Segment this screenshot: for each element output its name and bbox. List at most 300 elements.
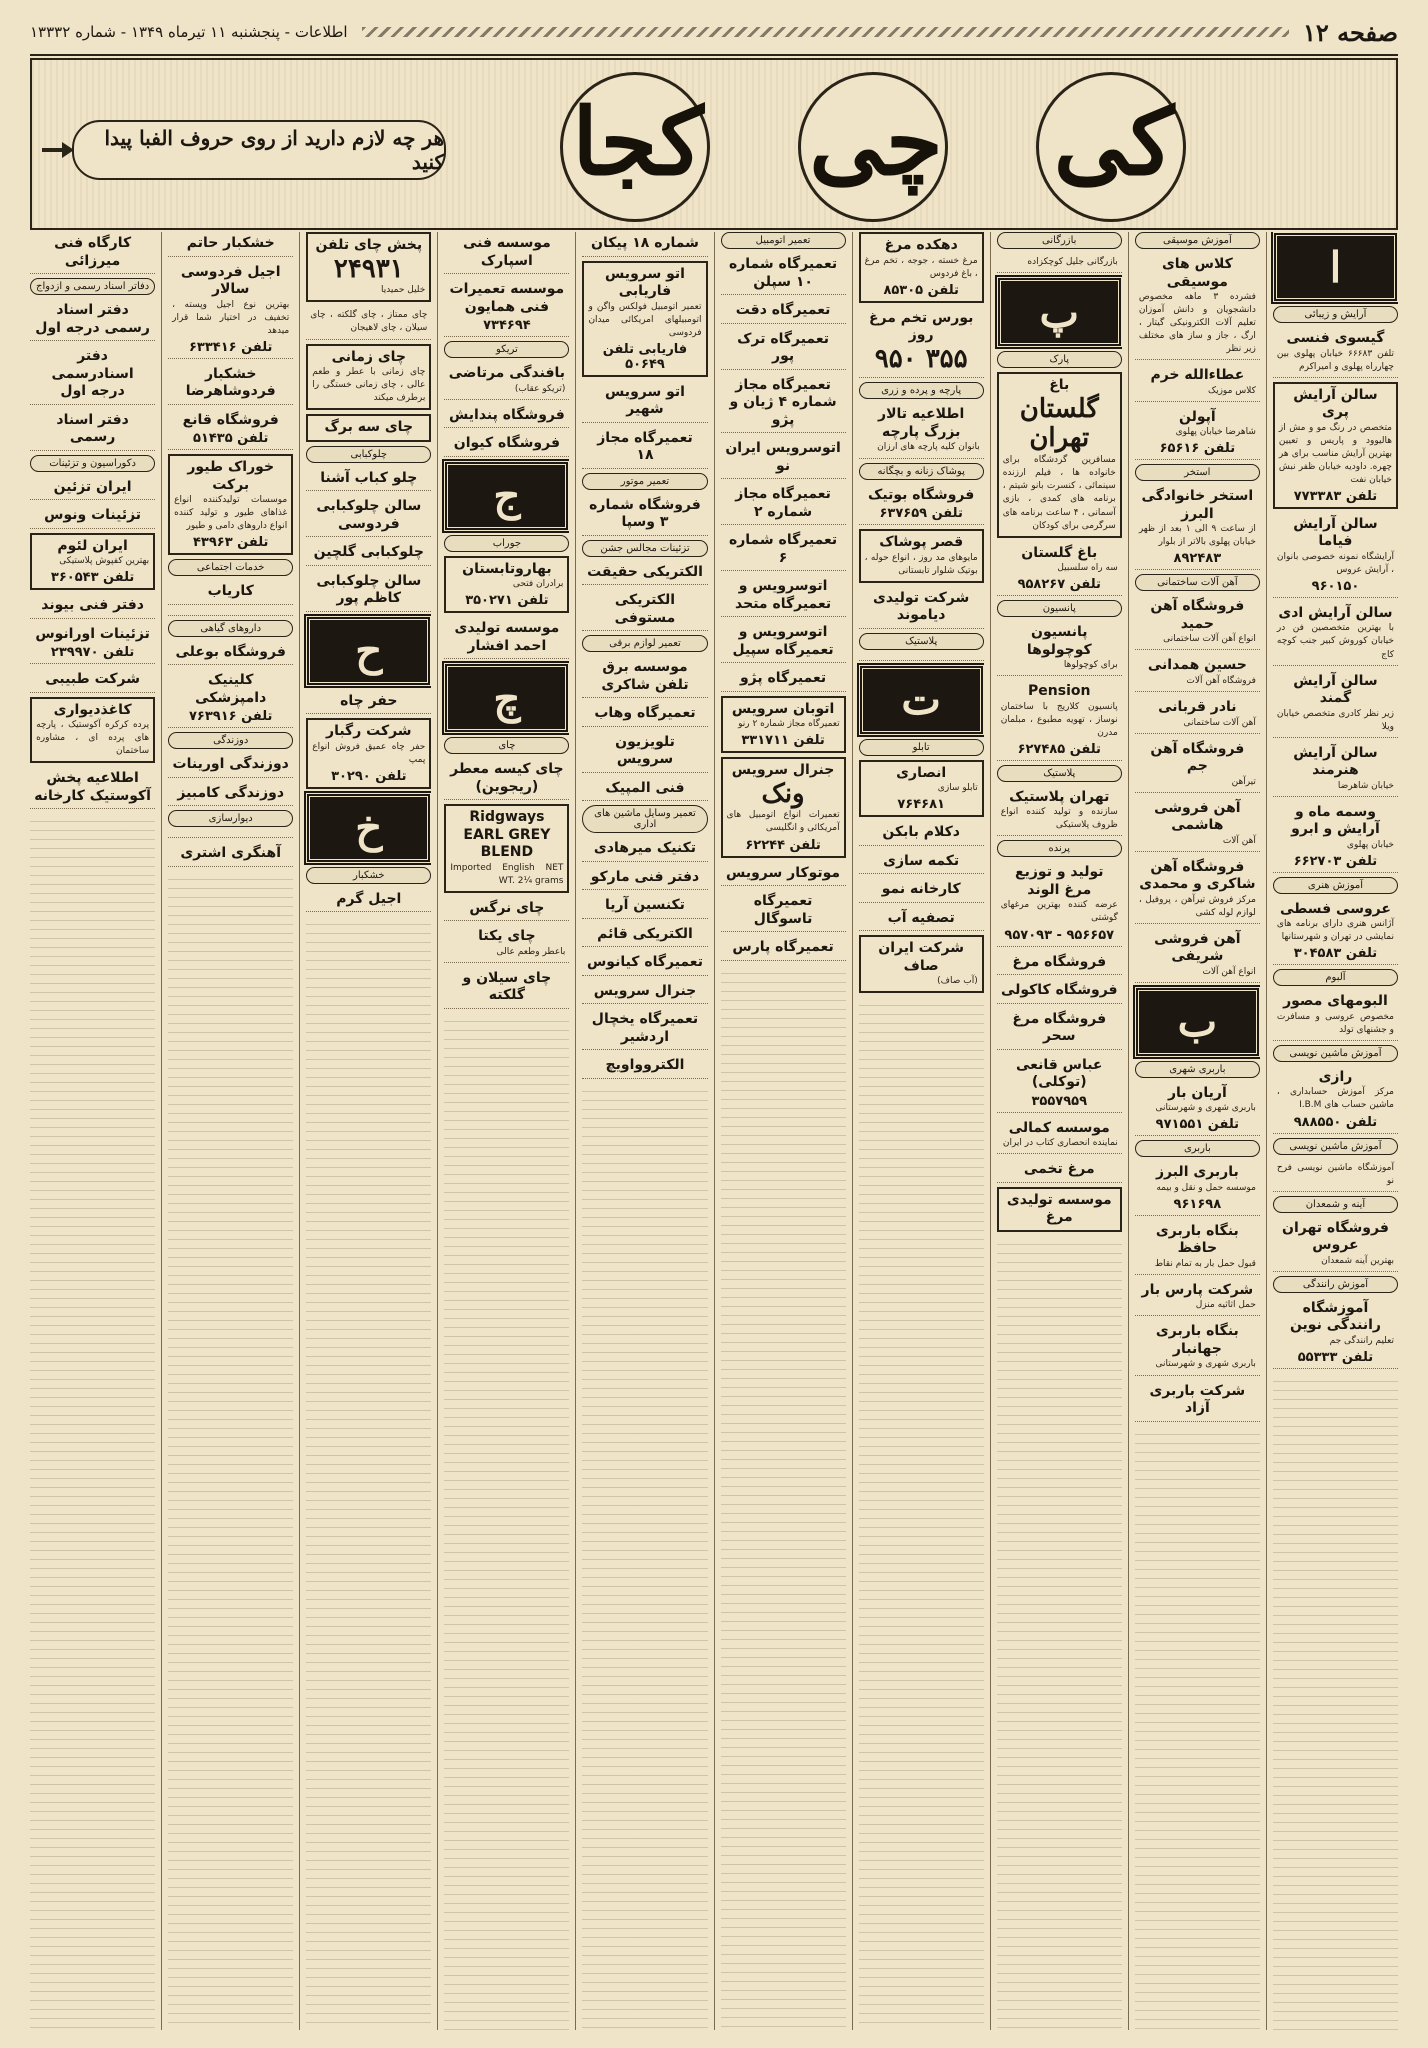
classified-ad [30,232,155,274]
ad-title: فروشگاه کاکولی [1000,982,1118,999]
classified-ad [30,668,155,693]
ad-title: موسسه تولیدی مرغ [1006,1191,1112,1226]
ad-title: تعمیرگاه شماره ۱۰ سپلن [728,256,838,290]
fine-print-filler [30,813,155,2030]
ad-body: حفر چاه عمیق فروش انواع پمپ [312,741,426,765]
classified-ad [582,261,707,377]
ad-title: اتوبان سرویس [731,700,835,717]
ad-title: گیسوی فنسی [1286,330,1385,346]
classified-ad [30,697,155,764]
alphabet-letter-block: ب [1135,987,1260,1057]
ad-latin-text: EARL GREY BLEND [463,826,551,861]
ad-body: باربری شهری و شهرستانی [1155,1103,1256,1114]
ad-title: عباس قانعی (توکلی) [1016,1056,1103,1091]
ad-title: کلینیک دامپزشکی [195,672,267,706]
ad-title: باغ گلستان [1021,544,1098,561]
classified-ad [168,261,293,359]
fine-print-filler [859,997,984,2030]
classified-ad [1135,1320,1260,1375]
classified-ad [1273,327,1398,378]
ad-title: فروشگاه مرغ [1012,953,1107,970]
classified-ad [444,897,569,922]
ad-title: چای سیلان و گلکته [462,969,552,1004]
ad-title: سالن چلوکبابی فردوسی [316,498,422,532]
ad-body: خلیل حمیدیا [380,285,426,296]
category-header: آموزش ماشین نویسی [1273,1045,1398,1062]
ad-title: پانسیون کوچولوها [1026,624,1092,658]
ad-title: فروشگاه قانع [182,411,279,428]
ad-phone: تلفن ۲۳۹۹۷۰ [50,645,135,661]
category-header: تابلو [859,739,984,756]
category-header: آرایش و زیبائی [1273,306,1398,323]
classified-ad [30,299,155,341]
classified-ad [168,609,293,616]
ad-title: تعمیرگاه مجاز شماره ۴ ژیان و پژو [729,376,837,428]
classified-ad [582,837,707,862]
ad-body: پانسیون کلاریج با ساختمان نوساز ، تهویه مطبوع ، مبلمان مدرن [1000,701,1118,738]
ad-body: برادران فتحی [512,579,564,590]
ad-body: مایوهای مد روز ، انواع حوله ، بوتیک شلوار تابستانی [864,552,978,576]
ad-title: شماره ۱۸ پیکان [591,235,699,251]
ad-body: چای زمانی با عطر و طعم عالی ، چای زمانی خستگی را برطرف میکند [312,367,426,404]
classified-ad [1273,1217,1398,1272]
classified-ad [582,951,707,976]
ad-body: خیابان پهلوی [1346,839,1394,850]
ad-title: چلوکبابی گلچین [313,544,424,561]
ad-title: قصر پوشاک [879,534,964,551]
classified-ad [997,979,1122,1004]
ad-title: فروشگاه بوتیک [868,486,975,503]
classified-ad [1135,253,1260,360]
ad-phone: تلفن ۳۶۰۵۴۳ [50,570,135,586]
ad-phone: تلفن ۹۷۱۵۵۱ [1155,1117,1240,1133]
classified-ad [1273,670,1398,738]
ad-title: فروشگاه آهن حمید [1150,598,1245,632]
category-header: آموزش رانندگی [1273,1276,1398,1293]
ad-body: مرکز فروش تیرآهن ، پروفیل ، لوازم لوله کشی [1138,894,1256,918]
ad-title: دفتر اسناد رسمی درجه اول [35,302,150,336]
ad-body: عرضه کننده بهترین مرغهای گوشتی [1000,900,1118,924]
category-header: تزئینات مجالس جشن [582,540,707,557]
category-header: خشکبار [306,867,431,884]
ad-title: وسمه ماه و آرایش و ابرو [1291,803,1380,838]
category-header: تریکو [444,341,569,358]
ad-title: موتوکار سرویس [726,864,841,881]
classified-ad [859,529,984,583]
classified-ad [30,476,155,501]
category-header: تعمیر موتور [582,473,707,490]
ad-title: تعمیرگاه پارس [732,939,834,956]
ad-title: پخش چای تلفن [315,237,423,253]
classified-ad [1135,1220,1260,1275]
masthead-slogan: هر چه لازم دارید از روی حروف الفبا پیدا کنید [72,120,446,180]
ad-title: موسسه کمالی [1008,1119,1110,1136]
classified-ad [1135,654,1260,692]
fine-print-filler [444,1013,569,2030]
ad-title: کارگاه فنی میرزائی [54,235,132,269]
title-word: کی [1053,88,1175,196]
classified-ad [582,731,707,773]
ad-title: حسین همدانی [1147,657,1247,674]
classified-ad [721,757,846,857]
classified-ad [168,842,293,867]
classified-ad [721,299,846,324]
ad-title: فروشگاه کیوان [453,435,561,452]
ad-title: اتوسرویس و تعمیرگاه متحد [735,578,832,612]
ad-phone: تلفن ۶۶۲۷۰۳ [1293,853,1378,869]
classified-ad [997,1158,1122,1183]
classified-ad [997,861,1122,946]
ad-title: تولید و توزیع مرغ الوند [1015,864,1104,898]
ad-title: دفتر اسناد رسمی [56,411,129,445]
ad-title: آهن فروشی هاشمی [1154,799,1241,834]
ad-body: پرده کرکره آکوستیک ، پارچه های پرده ای ، مشاوره ساختمان [36,720,150,757]
classified-ad [1135,595,1260,650]
classified-ad [168,782,293,807]
alphabet-letter-block: ج [444,461,569,531]
ad-title: آموزشگاه رانندگی نوین [1289,1299,1381,1334]
ad-title: تعمیرگاه مجاز ۱۸ [597,429,693,464]
classified-column [1266,232,1398,2030]
classified-ad [30,533,155,591]
ad-body: سازنده و تولید کننده انواع ظروف پلاستیکی [1000,807,1118,831]
classified-ad [859,484,984,526]
ad-phone: تلفن ۸۵۳۰۵ [883,282,959,298]
classified-ad [306,888,431,913]
ad-body: بهترین کفپوش پلاستیکی [59,556,150,566]
ad-title: تعمیرگاه شماره ۶ [728,532,838,566]
ad-phone: تلفن ۹۵۸۲۶۷ [1017,577,1101,593]
folio-bar [30,10,1398,56]
classified-ad [721,667,846,692]
title-word: کجا [572,88,704,196]
ad-phone: تلفن ۶۲۲۴۴ [745,837,821,853]
ad-title: تعمیرگاه تاسوگال [753,893,813,927]
category-header: پانسیون [997,600,1122,617]
category-header: جوراب [444,535,569,552]
ad-body: زیر نظر کادری متخصص خیابان ویلا [1276,708,1394,732]
ad-title: تلویزیون سرویس [615,733,675,768]
category-header: پرنده [997,840,1122,857]
classified-column [575,232,707,2030]
ad-body: سه راه سلسبیل [1057,563,1118,574]
category-header: چای [444,737,569,754]
ad-body: انواع آهن آلات [1202,966,1256,977]
ad-title: موسسه برق تلفن شاکری [601,659,689,693]
category-header: پوشاک زنانه و بچگانه [859,463,984,480]
ad-title: تصفیه آب [887,909,955,926]
category-header: پلاستیک [859,633,984,650]
ad-title: فروشگاه آهن شاکری و محمدی [1139,858,1256,893]
ad-phone: تلفن ۷۶۳۹۱۶ [189,709,273,725]
ad-title: تکمه سازی [883,852,960,869]
classified-ad [1135,1082,1260,1137]
classified-ad [306,467,431,492]
ad-title: اجیل فردوسی سالار [180,263,281,297]
ad-title: آریان بار [1167,1084,1227,1101]
ad-title: الکتریکی مستوفی [614,592,676,626]
ad-title: شرکت پارس بار [1141,1281,1254,1298]
classified-ad [306,495,431,537]
category-header: پلاستیک [997,765,1122,782]
fine-print-filler [1273,1373,1398,2030]
classified-ad [168,669,293,728]
ad-title: فروشگاه مرغ سحر [1012,1010,1107,1045]
fine-print-filler [721,965,846,2030]
classified-ad [859,403,984,458]
ad-phone: ۷۳۴۶۹۴ [483,318,531,333]
ad-body: آهن آلات [1222,835,1256,846]
ad-title: اتو سرویس فاریابی [605,265,685,299]
category-header: باربری [1135,1140,1260,1157]
classified-ad [168,831,293,838]
ad-title: اتو سرویس شهیر [605,383,685,418]
classified-ad [997,1008,1122,1050]
classified-ad [1273,742,1398,797]
classified-ad [30,409,155,451]
category-header: داروهای گیاهی [168,620,293,637]
ad-title: شرکت رگبار [326,723,412,740]
classified-ad [1273,1159,1398,1192]
ad-body: چای ممتاز ، چای گلکته ، چای سیلان ، چای لاهیجان [310,310,428,334]
ad-title: تهران پلاستیک [1009,788,1110,805]
ad-title: حفر چاه [340,692,398,709]
ad-title: کارخانه نمو [881,881,961,898]
ad-headline: ۳۵۵ ۹۵۰ [874,343,968,374]
fine-print-filler [582,1083,707,2030]
ad-title: عطاءالله خرم [1150,367,1245,384]
ad-phone: تلفن ۴۳۹۶۳ [192,535,269,551]
ad-title: Ridgways [469,809,545,826]
classified-ad [1273,513,1398,598]
classified-ad [582,894,707,919]
ad-phone: تلفن ۵۵۳۳۳ [1297,1349,1374,1365]
ad-title: بافندگی مرتاضی [448,365,566,381]
ad-title: سالن آرایش گمند [1293,672,1378,707]
classified-ad [997,621,1122,676]
ad-title: تعمیرگاه دقت [735,302,831,318]
classified-ad [721,936,846,961]
ad-phone: ۹۶۱۶۹۸ [1173,1196,1222,1212]
ad-title: جنرال سرویس [593,982,697,999]
classified-ad [582,381,707,423]
classified-ad [721,374,846,434]
ad-title: کاغذدیواری [53,701,132,718]
ad-body: فشرده ۳ ماهه مخصوص دانشجویان و دانش آموزان تعلیم آلات الکترونیکی گیتار ، ارگ ، جاز و ساز های مختلف زیر نظر [1138,292,1256,355]
classified-ad [997,786,1122,837]
ad-title: خشکبار فردوشاهرضا [185,365,276,400]
edition-line: اطلاعات - پنجشنبه ۱۱ تیرماه ۱۳۴۹ - شماره ۱۳۳۳۲ [30,23,348,41]
classified-ad [859,307,984,379]
classified-ad [1135,1279,1260,1317]
ad-body: تلفن ۶۶۶۸۳ خیابان پهلوی بین چهارراه پهلوی و امیراکرم [1276,348,1394,372]
ad-body: متخصص در رنگ مو و مش از هالیوود و پاریس و تعیین بهترین آرایش مناسب برای هر چهره. داودیه خیابان ظفر نبش خیابان نفت [1278,422,1392,485]
category-header: آلبوم [1273,969,1398,986]
category-header: چلوکبابی [306,446,431,463]
ad-body: خیابان شاهرضا [1337,780,1394,791]
category-header: پارچه و پرده و زری [859,382,984,399]
title-word: چی [809,88,943,196]
ad-title: سالن آرایش هنرمند [1293,744,1378,779]
classified-ad [582,923,707,948]
ad-title: چای سه برگ [324,419,414,436]
classified-ad [582,980,707,1005]
ad-title: استخر خانوادگی البرز [1141,488,1254,522]
ad-body: آرایشگاه نمونه خصوصی بانوان ، آرایش عروس [1276,551,1394,575]
classified-ad [859,878,984,903]
ad-body: بهترین نوع اجیل وپسته ، تخفیف در اختیار شما قرار میدهد [172,299,290,336]
ad-title: سالن آرایش فیاما [1293,515,1378,550]
classified-ad [1135,856,1260,924]
category-header: آموزش موسیقی [1135,232,1260,249]
ad-body: بانوان کلیه پارچه های ارزان [877,442,980,453]
category-header: آینه و شمعدان [1273,1196,1398,1213]
ad-title: کاریاب [207,583,254,600]
classified-ad [30,345,155,405]
ad-body: Imported English NET WT. 2¼ grams [450,862,564,886]
classified-ad [168,363,293,405]
ad-title: بنگاه باربری حافظ [1155,1222,1239,1257]
classified-ad [168,753,293,778]
ad-title: تعمیرگاه وهاب [594,705,696,722]
classified-ad [997,542,1122,597]
ad-body: مسافرین گردشگاه برای خانواده ها ، فیلم ارزنده سینمائی ، کنسرت بانو شیتم ، برنامه های کمدی ، بازی آسمانی ، ۴ ساعت برنامه های سرگرمی برای کودکان [1002,455,1116,531]
classified-ad [582,866,707,891]
classified-ad [721,328,846,370]
ad-title: اطلاعیه تالار بزرگ پارچه [878,406,965,440]
classified-ad [306,690,431,715]
ad-phone: تلفن ۵۱۴۳۵ [192,431,269,447]
ad-title: آهنگری اشتری [180,845,281,862]
classified-ad [997,951,1122,976]
classified-ad [444,967,569,1009]
ad-title: کلاس های موسیقی [1161,256,1233,290]
ad-title: آپولن [1179,408,1216,425]
ad-title: تکنیک میرهادی [593,840,697,857]
ad-title: فروشگاه پندایش [448,406,565,423]
ad-title: الکتریکی قائم [597,925,693,942]
ad-title: تکنسین آریا [605,897,685,914]
classified-ad [859,654,984,661]
classified-ad [721,529,846,571]
classified-ad [1135,485,1260,570]
ad-title: نادر قربانی [1158,699,1237,716]
classified-ad [444,758,569,800]
category-header: بازرگانی [997,232,1122,249]
ad-body: باربری شهری و شهرستانی [1155,1359,1256,1370]
ad-title: فروشگاه تهران عروس [1282,1219,1389,1254]
ad-headline: ونک [761,778,805,809]
ad-body: حمل اثاثیه منزل [1195,1300,1256,1311]
classified-ad [1135,928,1260,983]
classified-ad [721,483,846,525]
classified-ad [582,1008,707,1050]
classified-ad [1135,797,1260,852]
classified-ad [721,621,846,663]
ad-body: تیرآهن [1231,776,1256,787]
ad-body: (آب صاف) [937,976,978,987]
classified-ad [582,561,707,586]
classified-ad [30,504,155,529]
ad-title: انصاری [896,764,947,781]
category-header: دکوراسیون و تزئینات [30,455,155,472]
ad-headline: گلستان تهران [1019,393,1099,454]
ad-title: شرکت تولیدی دیاموند [873,589,970,624]
ad-phone: تلفن ۹۸۸۵۵۰ [1293,1114,1378,1130]
ad-body: فروشگاه آهن آلات [1186,675,1256,686]
classified-ad [582,656,707,698]
ad-title: اطلاعیه پخش آکوستیک کارخانه [34,770,151,804]
classified-ad [582,1054,707,1079]
classified-ad [721,862,846,887]
ad-title: تزئینات اورانوس [35,625,150,642]
classified-ad [1273,382,1398,509]
ad-title: الکتروواویچ [605,1057,685,1074]
category-header: آموزش ماشین نویسی [1273,1138,1398,1155]
classified-ad [444,617,569,659]
ad-title: شرکت طبیبی [45,671,141,688]
ad-phone: ۹۵۶۶۵۷ - ۹۵۷۰۹۳ [1004,927,1115,943]
classified-ad [306,306,431,339]
category-header: دفاتر اسناد رسمی و ازدواج [30,278,155,295]
ad-title: جنرال سرویس [731,762,835,779]
ad-body: آهن آلات ساختمانی [1183,717,1256,728]
ad-title: باربری البرز [1155,1164,1239,1181]
classified-ad [30,767,155,809]
ad-body: بازرگانی جلیل کوچکزاده [1027,257,1118,267]
ad-title: چلو کباب آشنا [320,469,418,486]
ad-title: چای نرگس [469,899,545,916]
classified-ad [997,253,1122,273]
classified-ad [582,232,707,257]
ad-title: بنگاه باربری جهانبار [1155,1323,1239,1357]
ad-headline: ۲۴۹۳۱ [333,253,404,284]
classified-column [299,232,431,2030]
alphabet-letter-block: ح [306,616,431,686]
ad-title: باغ [1049,377,1070,394]
ad-phone: فاریابی تلفن ۵۰۶۴۹ [602,341,688,372]
ad-title: الکتریکی حقیقت [587,563,703,580]
ad-body: تعمیرگاه مجاز شماره ۲ رنو [738,719,840,729]
ad-body: مخصوص عروسی و مسافرت و جشنهای تولد [1276,1011,1394,1035]
ad-title: موسسه تعمیرات فنی همایون [449,281,565,315]
ad-title: شرکت باربری آزاد [1149,1382,1246,1417]
ad-title: دفتر فنی بیوند [41,597,144,614]
classified-ad [306,718,431,789]
classified-ad [582,702,707,727]
classified-column [714,232,846,2030]
ad-title: تزئینات ونوس [44,507,142,523]
classified-ad [168,580,293,605]
ad-body: موسسه حمل و نقل و بیمه [1156,1182,1256,1193]
classified-ad [1135,696,1260,734]
ad-title: بورس تخم مرغ روز [868,309,974,344]
classified-ad [1273,1297,1398,1369]
classified-column [437,232,569,2030]
category-header: دوزندگی [168,732,293,749]
classified-ad [997,1054,1122,1113]
ad-title: چای یکتا [478,928,536,945]
ad-body: (تریکو عقاب) [514,383,566,394]
classified-ad [306,570,431,612]
classified-ad [30,594,155,619]
ad-title: ایران تزئین [53,478,132,495]
fine-print-filler [168,871,293,2030]
classified-ad [582,494,707,536]
ad-phone: تلفن ۳۳۱۷۱۱ [741,733,825,749]
alphabet-letter-block: ا [1273,232,1398,302]
classified-column [852,232,984,2030]
